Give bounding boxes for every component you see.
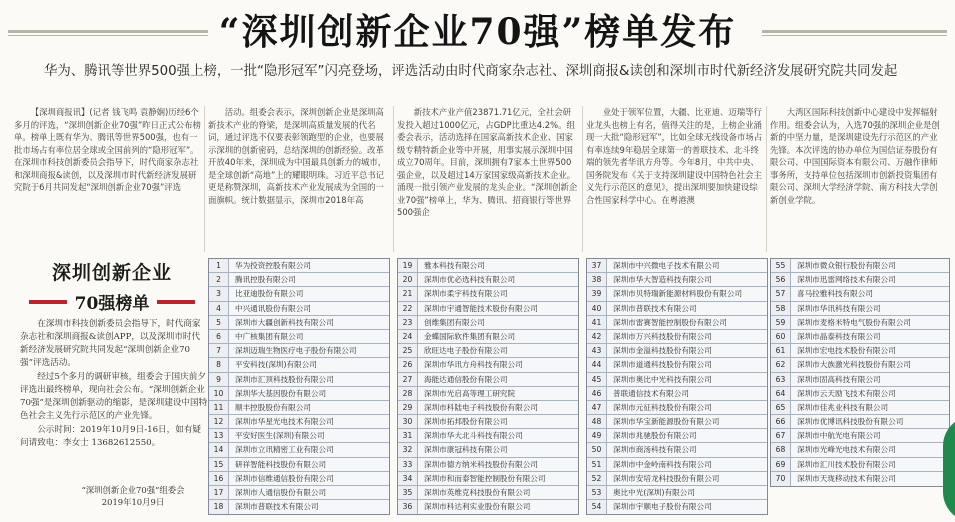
company-name: 深圳市兆驰股份有限公司 xyxy=(613,431,697,441)
table-row xyxy=(587,443,767,457)
rank-number: 10 xyxy=(209,387,229,400)
company-name: 海能达通信股份有限公司 xyxy=(424,374,508,384)
table-row xyxy=(209,330,389,344)
rank-number: 61 xyxy=(771,344,791,357)
table-row xyxy=(398,302,578,316)
table-row xyxy=(209,401,389,415)
table-row xyxy=(398,358,578,372)
rank-number: 11 xyxy=(209,401,229,414)
table-row xyxy=(771,344,949,358)
column-divider xyxy=(582,106,583,252)
company-name: 深圳市元征科技股份有限公司 xyxy=(613,402,712,412)
company-name: 深圳市迅雷网络技术有限公司 xyxy=(797,275,896,285)
ranking-table-4 xyxy=(770,258,950,487)
company-name: 研祥智能科技股份有限公司 xyxy=(235,459,327,469)
company-name: 深圳市宇顺电子股份有限公司 xyxy=(613,502,712,512)
table-row xyxy=(398,273,578,287)
company-name: 深圳市立讯精密工业有限公司 xyxy=(235,445,334,455)
table-row xyxy=(398,373,578,387)
table-row xyxy=(587,401,767,415)
company-name: 平安好医生(深圳)有限公司 xyxy=(235,431,325,441)
rank-number: 35 xyxy=(398,486,418,499)
article-column-1: 【深圳商报讯】(记者 钱飞鸣 袁静娴)历经6个多月的评选，“深圳创新企业70强”昨日正式公布榜单。榜单上既有华为、腾讯等世界500强，也有一批市场占有率位居全球或全国前列的“隐形冠军”。在深圳市科技创新委员会指导下，时代商家杂志社和深圳商报&读创，以及深圳市时代新经济发展研究院于6月共同发起“深圳创新企业70强”评选 xyxy=(14,107,201,192)
table-row xyxy=(771,358,949,372)
rank-number: 26 xyxy=(398,358,418,371)
rank-number: 41 xyxy=(587,316,607,329)
rank-number: 39 xyxy=(587,287,607,300)
company-name: 中兴通讯股份有限公司 xyxy=(235,303,311,313)
headline-rule-left xyxy=(8,30,208,38)
company-name: 比亚迪股份有限公司 xyxy=(235,289,304,299)
rank-number: 67 xyxy=(771,429,791,442)
table-row xyxy=(587,287,767,301)
rank-number: 7 xyxy=(209,344,229,357)
table-row xyxy=(771,458,949,472)
company-name: 创维集团有限公司 xyxy=(424,317,485,327)
company-name: 深圳市科达利实业股份有限公司 xyxy=(424,502,531,512)
rank-number: 66 xyxy=(771,415,791,428)
rank-number: 58 xyxy=(771,302,791,315)
company-name: 深圳市佳兆业科技有限公司 xyxy=(797,402,889,412)
company-name: 雅本科技有限公司 xyxy=(424,261,485,270)
company-name: 深圳迈瑞生物医疗电子股份有限公司 xyxy=(235,346,357,356)
table-row xyxy=(587,344,767,358)
rank-number: 49 xyxy=(587,429,607,442)
table-row xyxy=(771,273,949,287)
table-row xyxy=(398,443,578,457)
rank-number: 45 xyxy=(587,373,607,386)
heading-bar-left xyxy=(29,300,67,304)
table-row xyxy=(209,429,389,443)
rank-number: 54 xyxy=(587,500,607,514)
table-row xyxy=(398,458,578,472)
subhead: 华为、腾讯等世界500强上榜，一批“隐形冠军”闪亮登场，评选活动由时代商家杂志社、深圳商报&读创和深圳市时代新经济发展研究院共同发起 xyxy=(44,64,898,79)
company-name: 深圳市德方纳米科技股份有限公司 xyxy=(424,459,538,469)
rank-number: 48 xyxy=(587,415,607,428)
table-row xyxy=(209,443,389,457)
table-row xyxy=(209,259,389,273)
rank-number: 55 xyxy=(771,259,791,272)
table-row xyxy=(209,500,389,514)
table-row xyxy=(398,344,578,358)
rank-number: 50 xyxy=(587,443,607,456)
table-row xyxy=(771,415,949,429)
table-row xyxy=(398,259,578,273)
table-row xyxy=(771,472,949,486)
table-row xyxy=(398,415,578,429)
table-row xyxy=(587,302,767,316)
rank-number: 19 xyxy=(398,259,418,272)
rank-number: 63 xyxy=(771,373,791,386)
table-row xyxy=(398,316,578,330)
column-divider xyxy=(766,106,767,252)
rank-number: 32 xyxy=(398,443,418,456)
company-name: 深圳市雷赛智能控制股份有限公司 xyxy=(613,317,727,327)
rank-number: 69 xyxy=(771,458,791,471)
company-name: 深圳市华星光电技术有限公司 xyxy=(235,417,334,427)
company-name: 深圳市中兴微电子技术有限公司 xyxy=(613,261,720,270)
company-name: 深圳市奥比中光科技有限公司 xyxy=(613,374,712,384)
company-name: 深圳市万兴科技股份有限公司 xyxy=(613,331,712,341)
company-name: 深圳市信维通信股份有限公司 xyxy=(235,473,334,483)
company-name: 腾讯控股有限公司 xyxy=(235,275,296,285)
ranking-table-3 xyxy=(586,258,768,515)
table-row xyxy=(398,500,578,514)
table-row xyxy=(398,401,578,415)
rank-number: 4 xyxy=(209,302,229,315)
rank-number: 9 xyxy=(209,373,229,386)
company-name: 深圳市华大北斗科技有限公司 xyxy=(424,431,523,441)
company-name: 深圳市华宝新能源股份有限公司 xyxy=(613,417,720,427)
rank-number: 16 xyxy=(209,472,229,485)
company-name: 喜马拉雅科技有限公司 xyxy=(797,289,873,299)
company-name: 深圳市拓邦股份有限公司 xyxy=(424,417,508,427)
rank-number: 51 xyxy=(587,458,607,471)
company-name: 欣旺达电子股份有限公司 xyxy=(424,346,508,356)
table-row xyxy=(209,472,389,486)
rank-number: 12 xyxy=(209,415,229,428)
table-row xyxy=(398,429,578,443)
rank-number: 59 xyxy=(771,316,791,329)
rank-number: 23 xyxy=(398,316,418,329)
table-row xyxy=(587,472,767,486)
rank-number: 25 xyxy=(398,344,418,357)
rank-number: 24 xyxy=(398,330,418,343)
rank-number: 60 xyxy=(771,330,791,343)
table-row xyxy=(398,472,578,486)
table-row xyxy=(587,330,767,344)
company-name: 深圳市固高科技有限公司 xyxy=(797,374,881,384)
rank-number: 64 xyxy=(771,387,791,400)
table-row xyxy=(398,330,578,344)
rank-number: 22 xyxy=(398,302,418,315)
rank-number: 70 xyxy=(771,472,791,486)
rank-number: 13 xyxy=(209,429,229,442)
table-row xyxy=(209,415,389,429)
rank-number: 40 xyxy=(587,302,607,315)
table-row xyxy=(587,500,767,514)
company-name: 深圳市大族激光科技股份有限公司 xyxy=(797,360,911,370)
company-name: 奥比中光(深圳)有限公司 xyxy=(613,488,695,497)
company-name: 华为投资控股有限公司 xyxy=(235,261,311,270)
company-name: 深圳市中金岭南科技有限公司 xyxy=(613,459,712,469)
company-name: 深圳市道通科技股份有限公司 xyxy=(613,360,712,370)
company-name: 深圳市科陆电子科技股份有限公司 xyxy=(424,402,538,412)
company-name: 深圳市云天励飞技术有限公司 xyxy=(797,388,896,398)
company-name: 深圳华大基因股份有限公司 xyxy=(235,388,327,398)
rank-number: 6 xyxy=(209,330,229,343)
rank-number: 38 xyxy=(587,273,607,286)
company-name: 中广核集团有限公司 xyxy=(235,331,304,341)
table-row xyxy=(209,458,389,472)
company-name: 深圳市光峰光电技术有限公司 xyxy=(797,445,896,455)
table-row xyxy=(587,273,767,287)
company-name: 深圳市汇川技术股份有限公司 xyxy=(797,459,896,469)
table-row xyxy=(209,344,389,358)
rank-number: 57 xyxy=(771,287,791,300)
table-row xyxy=(771,401,949,415)
company-name: 深圳市商汤科技有限公司 xyxy=(613,445,697,455)
company-name: 深圳市英维克科技股份有限公司 xyxy=(424,488,531,497)
rank-number: 5 xyxy=(209,316,229,329)
rank-number: 18 xyxy=(209,500,229,514)
table-row xyxy=(771,373,949,387)
table-row xyxy=(587,458,767,472)
table-row xyxy=(771,429,949,443)
company-name: 深圳市光启高等理工研究院 xyxy=(424,388,516,398)
rank-number: 42 xyxy=(587,330,607,343)
company-name: 深圳市和而泰智能控制股份有限公司 xyxy=(424,473,546,483)
company-name: 深圳市宇通智能技术股份有限公司 xyxy=(424,303,538,313)
rank-number: 52 xyxy=(587,472,607,485)
table-row xyxy=(771,302,949,316)
signoff: “深圳创新企业70强”组委会 2019年10月9日 xyxy=(81,485,185,507)
rank-number: 37 xyxy=(587,259,607,272)
company-name: 深圳市华讯科技有限公司 xyxy=(797,303,881,313)
rank-number: 27 xyxy=(398,373,418,386)
article-column-3: 新技术产业产值23871.71亿元，全社会研发投入超过1000亿元，占GDP比重达4.2%。组委会表示，活动选择在国家高新技术企业、国家级专精特新企业等中开展，用事实展示深圳中国成立70周年。目前，深圳拥有7家本土世界500强企业，以及超过14万家国家级高新技术企业。涌现一批引领产业发展的龙头企业。“深圳创新企业70强”榜单上，华为、腾讯、招商银行等世界500强企 xyxy=(397,107,578,217)
rank-number: 20 xyxy=(398,273,418,286)
table-row xyxy=(209,316,389,330)
rank-number: 3 xyxy=(209,287,229,300)
headline-rule-right xyxy=(762,30,947,38)
rank-number: 2 xyxy=(209,273,229,286)
table-row xyxy=(587,358,767,372)
table-row xyxy=(771,316,949,330)
column-divider xyxy=(204,106,205,252)
company-name: 深圳市普联技术有限公司 xyxy=(235,502,319,512)
table-row xyxy=(587,373,767,387)
company-name: 深圳市柔宇科技有限公司 xyxy=(424,289,508,299)
company-name: 平安科技(深圳)有限公司 xyxy=(235,360,317,370)
table-row xyxy=(587,415,767,429)
list-heading-subtitle: 70强榜单 xyxy=(74,294,150,314)
company-name: 深圳市人通信股份有限公司 xyxy=(235,488,327,497)
rank-number: 34 xyxy=(398,472,418,485)
rank-number: 21 xyxy=(398,287,418,300)
company-name: 深圳市华大智造科技有限公司 xyxy=(613,275,712,285)
article-column-4: 业处于领军位置，大疆、比亚迪、迈瑞等行业龙头也榜上有名，值得关注的是，上榜企业涌现一大批“隐形冠军”，比如全球无线设备市场占有率连续9年稳居全球第一的普联技术、北斗终端的领先者华讯方舟等。今年8月，中共中央、国务院发布《关于支持深圳建设中国特色社会主义先行示范区的意见》，提出深圳要加快建设综合性国家科学中心。在粤港澳 xyxy=(586,107,763,205)
table-row xyxy=(587,387,767,401)
table-row xyxy=(209,387,389,401)
list-heading-title: 深圳创新企业 xyxy=(51,262,172,284)
rank-number: 33 xyxy=(398,458,418,471)
table-row xyxy=(771,330,949,344)
rank-number: 17 xyxy=(209,486,229,499)
rank-number: 30 xyxy=(398,415,418,428)
rank-number: 43 xyxy=(587,344,607,357)
table-row xyxy=(587,486,767,500)
table-row xyxy=(771,259,949,273)
company-name: 深圳市华讯方舟科技有限公司 xyxy=(424,360,523,370)
rank-number: 1 xyxy=(209,259,229,272)
table-row xyxy=(209,486,389,500)
table-row xyxy=(771,443,949,457)
company-name: 顺丰控股股份有限公司 xyxy=(235,402,311,412)
rank-number: 28 xyxy=(398,387,418,400)
company-name: 深圳市普联技术有限公司 xyxy=(613,303,697,313)
rank-number: 15 xyxy=(209,458,229,471)
company-name: 深圳市微众银行股份有限公司 xyxy=(797,261,896,270)
table-row xyxy=(209,358,389,372)
company-name: 深圳市汇顶科技股份有限公司 xyxy=(235,374,334,384)
table-row xyxy=(209,273,389,287)
rank-number: 46 xyxy=(587,387,607,400)
rank-number: 62 xyxy=(771,358,791,371)
headline: “深圳创新企业70强”榜单发布 xyxy=(218,11,737,53)
rank-number: 8 xyxy=(209,358,229,371)
rank-number: 68 xyxy=(771,443,791,456)
rank-number: 47 xyxy=(587,401,607,414)
table-row xyxy=(587,316,767,330)
rank-number: 44 xyxy=(587,358,607,371)
table-row xyxy=(771,387,949,401)
rank-number: 14 xyxy=(209,443,229,456)
table-row xyxy=(587,429,767,443)
article-column-5: 大湾区国际科技创新中心建设中发挥辐射作用。组委会认为，入选70强的深圳企业是创新的中坚力量，是深圳建设先行示范区的产业先锋。本次评选的协办单位为国信证券股份有限公司、中国国际资本有限公司、万融作律师事务所，支持单位包括深圳市创新投资集团有限公司、深圳大学经济学院、南方科技大学创新创业学院。 xyxy=(770,107,940,205)
table-row xyxy=(209,373,389,387)
ranking-table-1 xyxy=(208,258,390,515)
table-row xyxy=(398,287,578,301)
table-row xyxy=(398,486,578,500)
company-name: 深圳市晶泰科技有限公司 xyxy=(797,331,881,341)
list-heading xyxy=(22,258,202,314)
company-name: 深圳市贝特瑞新能源材料股份有限公司 xyxy=(613,289,743,299)
company-name: 深圳市安培龙科技股份有限公司 xyxy=(613,473,720,483)
rank-number: 31 xyxy=(398,429,418,442)
ranking-table-2 xyxy=(397,258,579,515)
table-row xyxy=(209,302,389,316)
heading-bar-right xyxy=(157,300,195,304)
rank-number: 53 xyxy=(587,486,607,499)
company-name: 深圳市天珑移动技术有限公司 xyxy=(797,473,896,483)
company-name: 深圳市麦格米特电气股份有限公司 xyxy=(797,317,911,327)
company-name: 深圳市康冠科技有限公司 xyxy=(424,445,508,455)
company-name: 深圳市优博讯科技股份有限公司 xyxy=(797,417,904,427)
rank-number: 65 xyxy=(771,401,791,414)
rank-number: 29 xyxy=(398,401,418,414)
company-name: 金蝶国际软件集团有限公司 xyxy=(424,331,516,341)
table-row xyxy=(398,387,578,401)
company-name: 深圳市优必选科技有限公司 xyxy=(424,275,516,285)
table-row xyxy=(587,259,767,273)
company-name: 深圳市金溢科技股份有限公司 xyxy=(613,346,712,356)
rank-number: 56 xyxy=(771,273,791,286)
column-divider xyxy=(393,106,394,252)
list-intro: 在深圳市科技创新委员会指导下，时代商家杂志社和深圳商报&读创APP，以及深圳市时代新经济发展研究院共同发起“深圳创新企业70强”评选活动。 经过5个多月的调研审核，组委会于国庆前夕评选出最终榜单，现向社会公布。“深圳创新企业70强”是深圳创新驱动的缩影，是深圳建设中国特色社会主义先行示范区的产业先锋。 公示时间：2019年10月9日-16日，如有疑问请致电：李女士 13682612550。 xyxy=(20,319,208,448)
company-name: 深圳市大疆创新科技有限公司 xyxy=(235,317,334,327)
company-name: 深圳市宏电技术股份有限公司 xyxy=(797,346,896,356)
company-name: 深圳市中航光电有限公司 xyxy=(797,431,881,441)
table-row xyxy=(209,287,389,301)
rank-number: 36 xyxy=(398,500,418,514)
article-column-2: 活动。组委会表示，深圳创新企业是深圳高新技术产业的脊梁，是深圳高质量发展的代名词，通过评选不仅要表彰领跑型的企业，也要展示深圳的创新密码，总结深圳的创新经验。改革开放40年来，深圳成为中国最具创新力的城市，是全球创新“高地”上的耀眼明珠。习近平总书记更是称赞深圳，高新技术产业发展成为全国的一面旗帜。统计数据显示，深圳市2018年高 xyxy=(208,107,387,205)
company-name: 普联通信技术有限公司 xyxy=(613,388,689,398)
table-row xyxy=(771,287,949,301)
